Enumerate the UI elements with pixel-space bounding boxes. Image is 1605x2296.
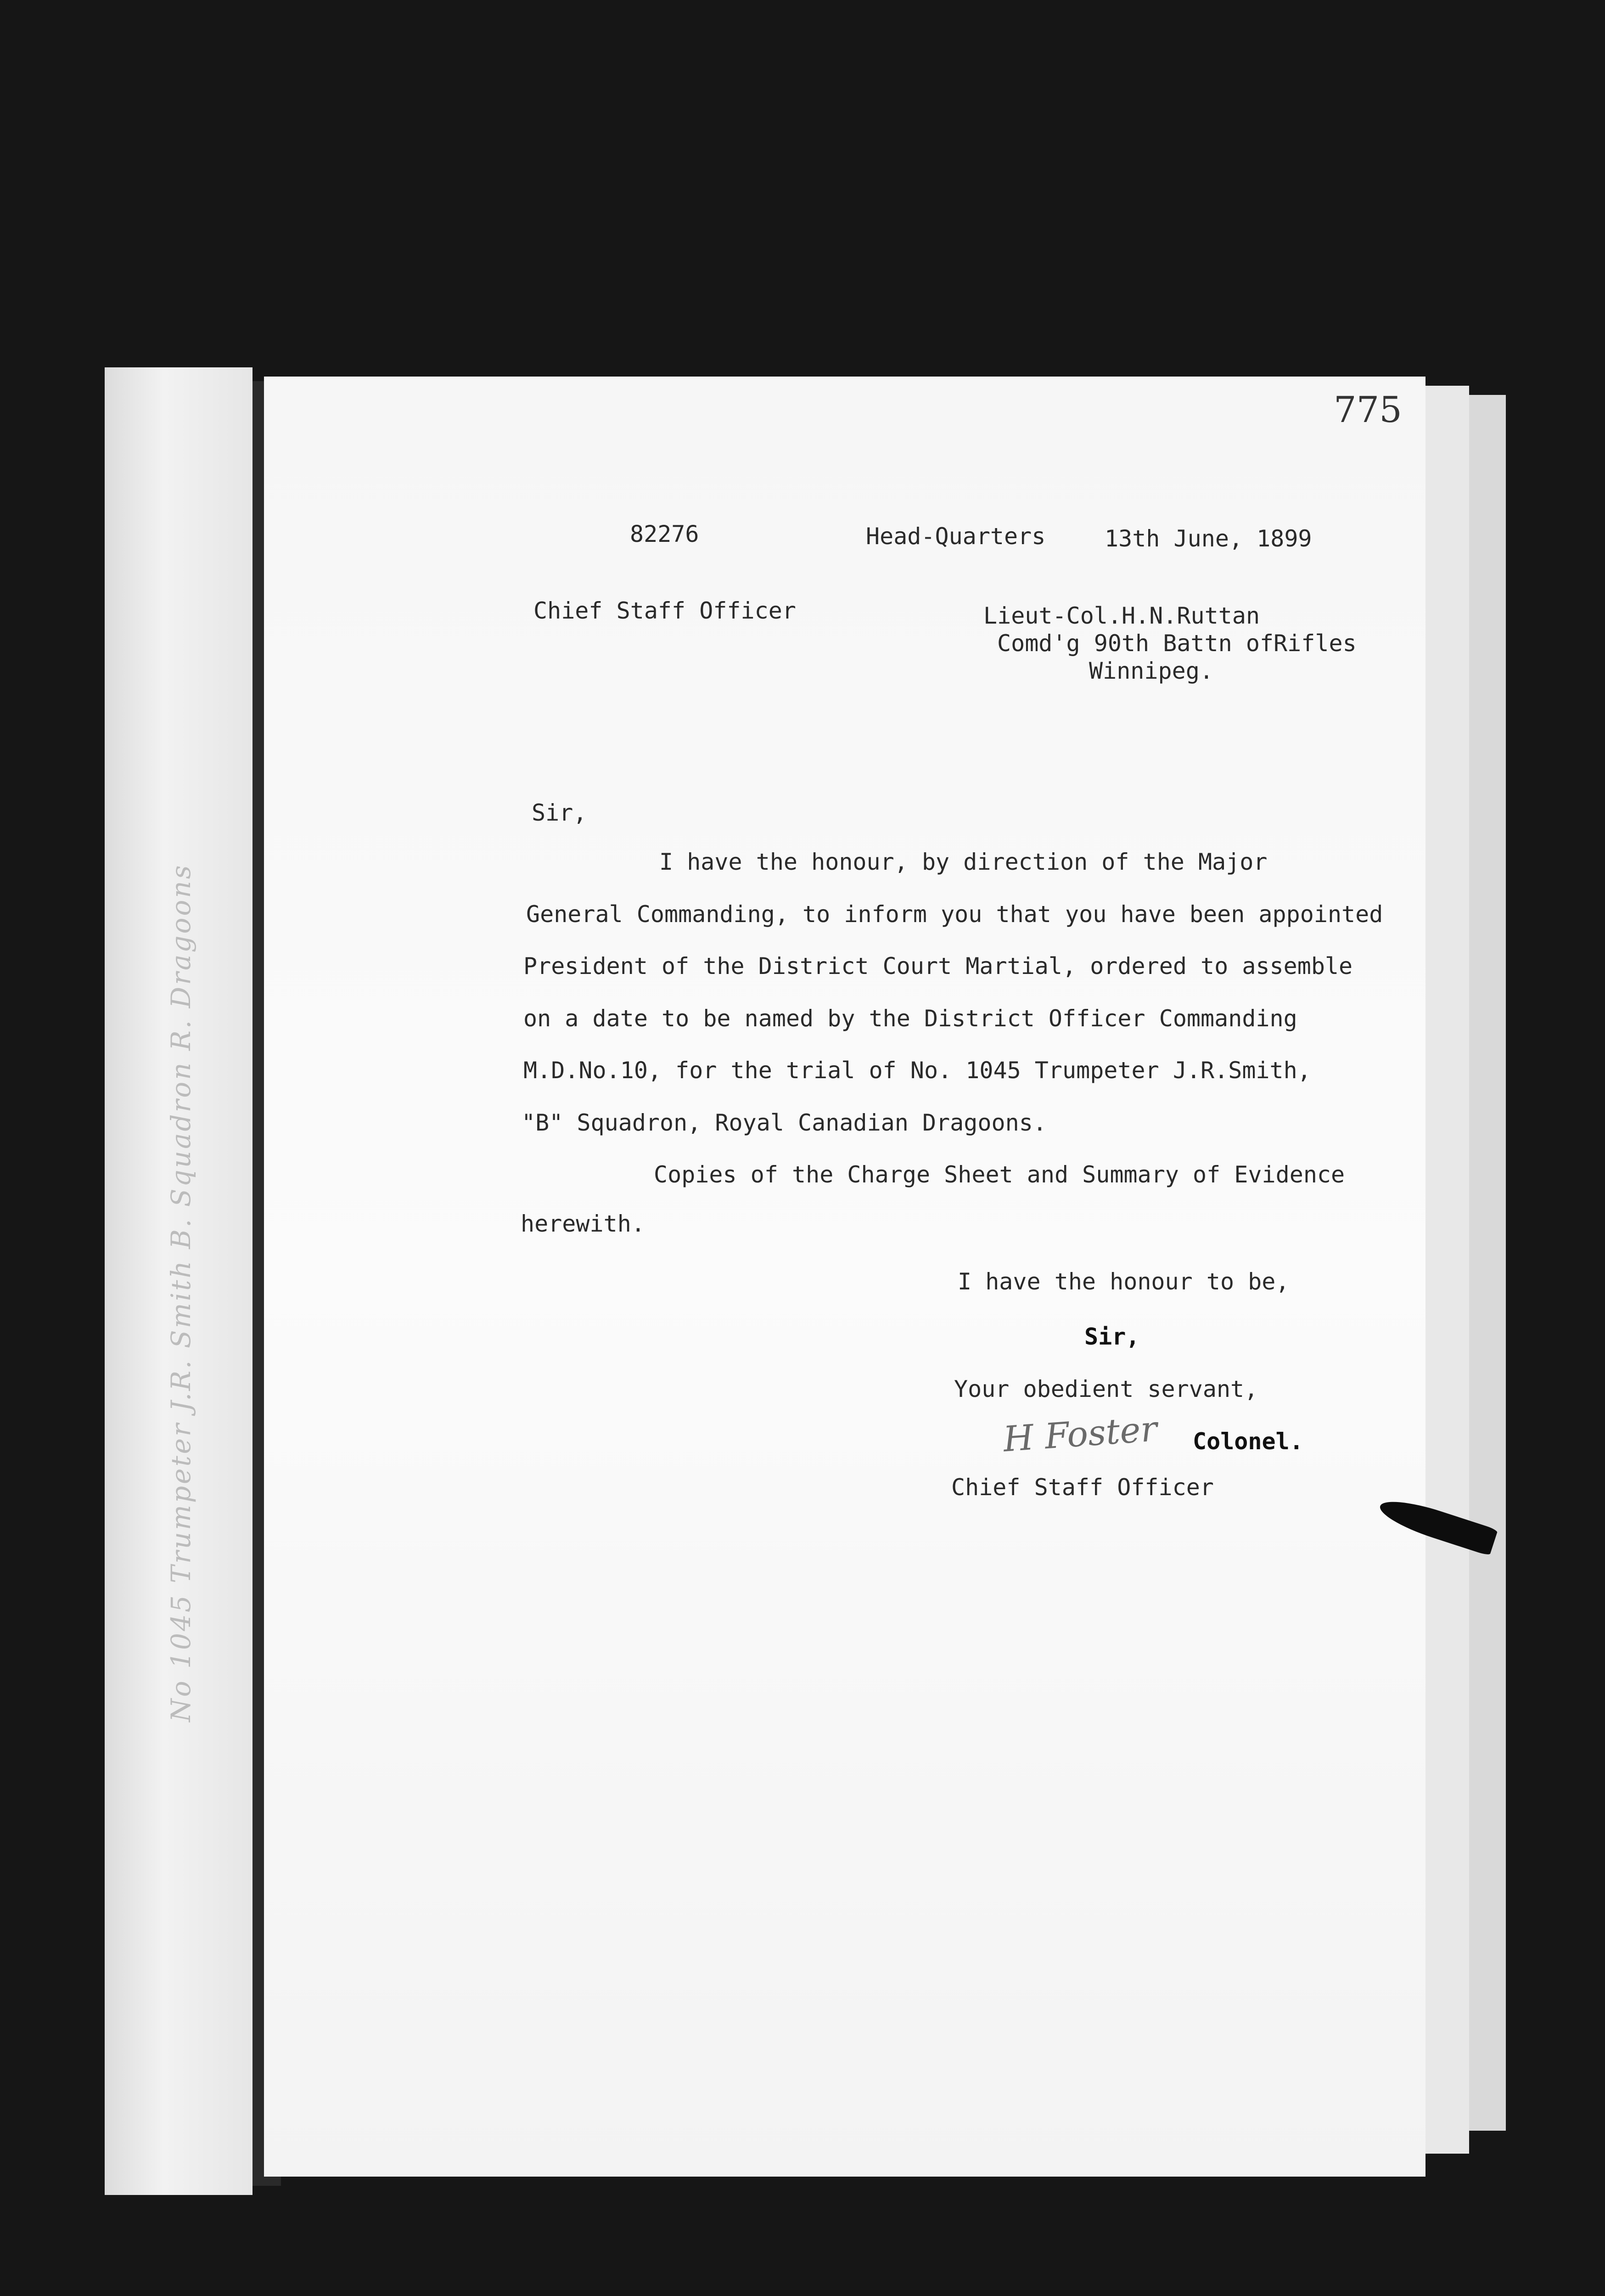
- body-line: M.D.No.10, for the trial of No. 1045 Trumpeter J.R.Smith,: [523, 1057, 1311, 1084]
- closing-servant: Your obedient servant,: [954, 1376, 1258, 1402]
- margin-note: No 1045 Trumpeter J.R. Smith B. Squadron R. Dragoons: [165, 863, 196, 1722]
- closing-sir: Sir,: [1084, 1323, 1140, 1350]
- salutation: Sir,: [532, 799, 587, 826]
- letter-date: 13th June, 1899: [1105, 525, 1312, 552]
- sender: Chief Staff Officer: [533, 597, 796, 624]
- body-line: I have the honour, by direction of the Major: [659, 849, 1268, 875]
- recipient-city: Winnipeg.: [1089, 658, 1213, 684]
- body-line: General Commanding, to inform you that you have been appointed: [526, 901, 1383, 928]
- body-line: President of the District Court Martial, ordered to assemble: [523, 953, 1353, 979]
- body-line: Copies of the Charge Sheet and Summary of Evidence: [654, 1161, 1345, 1188]
- signer-rank: Colonel.: [1193, 1428, 1303, 1455]
- body-line: "B" Squadron, Royal Canadian Dragoons.: [522, 1109, 1047, 1136]
- reference-number: 82276: [630, 521, 699, 547]
- signature: H Foster: [1002, 1408, 1159, 1460]
- recipient-unit: Comd'g 90th Battn ofRifles: [997, 630, 1357, 657]
- body-line: on a date to be named by the District Officer Commanding: [523, 1005, 1297, 1032]
- recipient-name: Lieut-Col.H.N.Ruttan: [983, 602, 1260, 629]
- body-line: herewith.: [521, 1210, 645, 1237]
- letter-place: Head-Quarters: [866, 523, 1046, 550]
- page-number: 775: [1334, 389, 1402, 431]
- signer-title: Chief Staff Officer: [951, 1474, 1214, 1501]
- closing-line: I have the honour to be,: [958, 1268, 1290, 1295]
